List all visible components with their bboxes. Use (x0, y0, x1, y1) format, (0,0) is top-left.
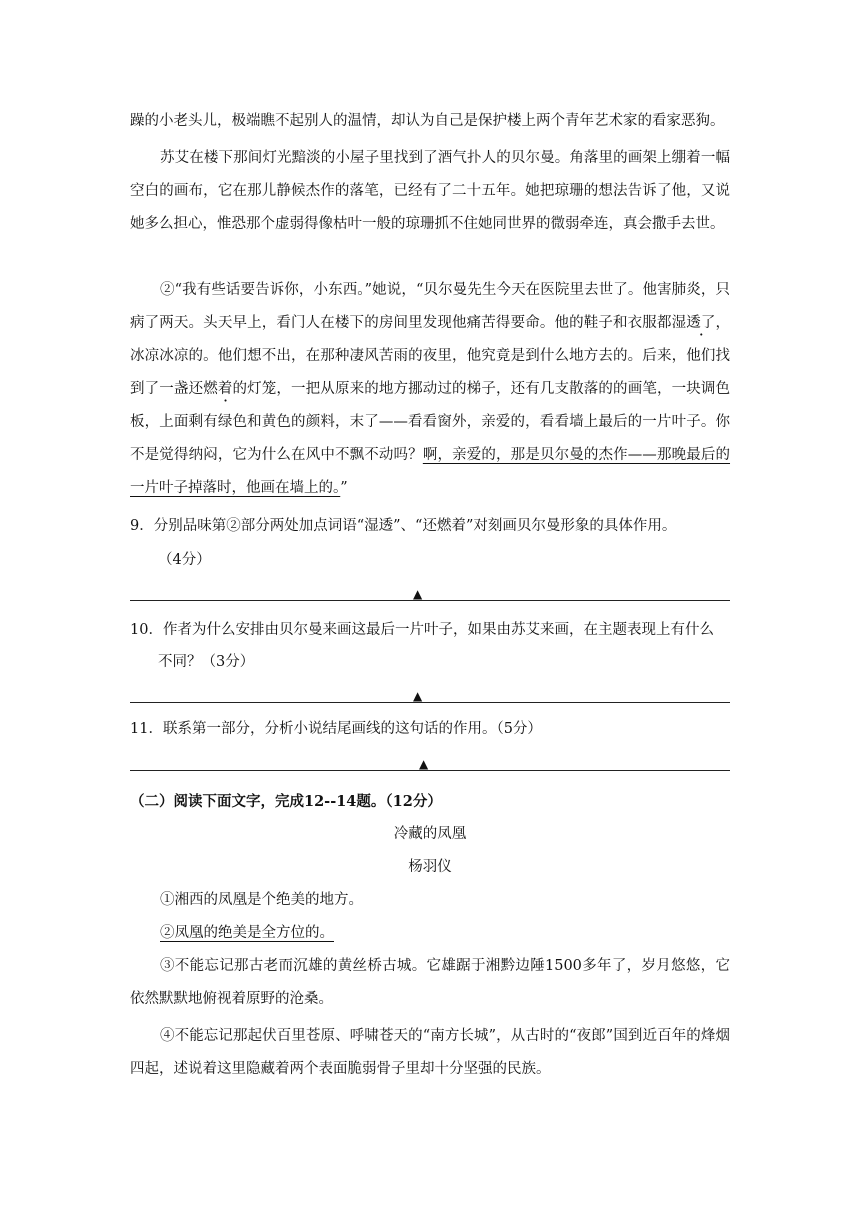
paragraph-text: 的灯笼，一把从原来的地方挪动过的梯子，还有几支散落的的画笔，一块调色板，上面剩有绿色和黄色的颜料，末了——看看窗外，亲爱的，看看墙上最后的一片叶子。你不是觉得纳闷，它为什么在风中不飘不动吗？ (130, 381, 731, 463)
story-paragraph-0: 躁的小老头儿，极端瞧不起别人的温情，却认为自己是保护楼上两个青年艺术家的看家恶狗。 (130, 113, 725, 129)
question-10: 10．作者为什么安排由贝尔曼来画这最后一片叶子，如果由苏艾来画，在主题表现上有什么 (130, 622, 714, 638)
underlined-sentence: 啊，亲爱的，那是贝尔曼的杰作——那晚最后的一片叶子掉落时，他画在墙上的。 (130, 447, 731, 496)
article-paragraph-3: ③不能忘记那古老而沉雄的黄丝桥古城。它雄踞于湘黔边陲1500多年了，岁月悠悠，它依然默默地俯视着原野的沧桑。 (130, 958, 730, 1007)
answer-line[interactable] (130, 702, 730, 703)
dotted-word-shitou: 湿透 (671, 315, 701, 331)
paragraph-text: ②“我有些话要告诉你，小东西。”她说，“贝尔曼先生今天在医院里去世了。他害肺炎，只病了两天。头天早上，看门人在楼下的房间里发现他痛苦得要命。他的鞋子和衣服都 (130, 282, 730, 331)
article-paragraph-4: ④不能忘记那起伏百里苍原、呼啸苍天的“南方长城”，从古时的“夜郎”国到近百年的烽烟四起，述说着这里隐藏着两个表面脆弱骨子里却十分坚强的民族。 (130, 1028, 730, 1077)
question-10-score: 不同？（3分） (158, 654, 255, 670)
story-paragraph-1: 苏艾在楼下那间灯光黯淡的小屋子里找到了酒气扑人的贝尔曼。角落里的画架上绷着一幅空白的画布，它在那儿静候杰作的落笔，已经有了二十五年。她把琼珊的想法告诉了他，又说她多么担心，惟恐那个虚弱得像枯叶一般的琼珊抓不住她同世界的微弱牵连，真会撒手去世。 (130, 150, 730, 232)
story-paragraph-2 (130, 274, 730, 505)
answer-line[interactable] (130, 600, 730, 601)
answer-marker: ▲ (413, 587, 423, 601)
paragraph-text: ” (340, 480, 348, 496)
section-heading: （二）阅读下面文字，完成12--14题。（12分） (130, 793, 442, 810)
question-9: 9．分别品味第②部分两处加点词语“湿透”、“还燃着”对刻画贝尔曼形象的具体作用。 (130, 518, 677, 534)
question-9-score: （4分） (158, 552, 211, 568)
article-author: 杨羽仪 (408, 859, 452, 875)
answer-marker: ▲ (413, 689, 423, 703)
question-11: 11．联系第一部分，分析小说结尾画线的这句话的作用。（5分） (130, 721, 542, 737)
dotted-word-huanranzhe: 还燃着 (188, 381, 233, 397)
article-title: 冷藏的凤凰 (393, 826, 467, 842)
answer-marker: ▲ (419, 757, 429, 771)
paragraph-text: 了，冰凉冰凉的。他们想不出，在那种凄风苦雨的夜里，他究竟是到什么地方去的。后来，他们找到了一盏 (130, 315, 731, 397)
underlined-sentence: ②凤凰的绝美是全方位的。 (160, 925, 334, 941)
answer-line[interactable] (130, 770, 730, 771)
article-paragraph-1: ①湘西的凤凰是个绝美的地方。 (160, 892, 363, 908)
article-paragraph-2 (130, 917, 730, 950)
